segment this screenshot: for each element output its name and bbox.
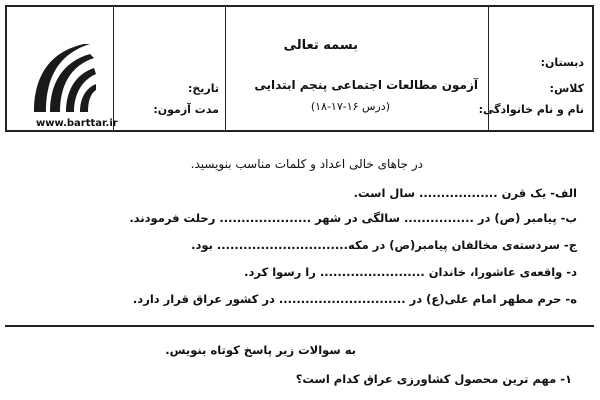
class-label: کلاس: [549,82,584,95]
section2-instruction: به سوالات زیر پاسخ کوتاه بنویس. [165,343,356,357]
exam-lessons: (درس ۱۶-۱۷-۱۸) [310,100,390,113]
fill-item-alef: الف- یک قرن .................. سال است. [353,186,577,200]
date-label: تاریخ: [187,82,219,95]
fill-item-he: ه- حرم مطهر امام علی(ع) در ............................. در کشور عراق قرار دارد. [132,292,577,306]
logo-url: www.barttar.ir [36,118,118,129]
student-name-label: نام و نام خانوادگی: [478,103,584,116]
section-separator [5,325,594,327]
fill-item-be: ب- پیامبر (ص) در ................ سالگی در شهر ..................... رحلت فرمودند. [129,211,577,225]
fill-item-dal: د- واقعه‌ی عاشورا، خاندان ........................ را رسوا کرد. [244,265,577,279]
duration-label: مدت آزمون: [153,103,219,116]
section1-instruction: در جاهای خالی اعداد و کلمات مناسب بنویسید. [190,157,423,171]
fill-item-jim: ج- سردسته‌ی مخالفان پیامبر(ص) در مکه.............................. بود. [191,238,577,252]
barttar-logo-icon [28,38,98,116]
exam-title: آزمون مطالعات اجتماعی پنجم ابتدایی [254,78,478,92]
short-answer-question-1: ۱- مهم ترین محصول کشاورزی عراق کدام است؟ [295,372,572,386]
school-label: دبستان: [540,56,584,69]
header-divider-left [113,7,114,130]
header-divider-middle [225,7,226,130]
bismillah-title: بسمه تعالی [283,38,358,53]
